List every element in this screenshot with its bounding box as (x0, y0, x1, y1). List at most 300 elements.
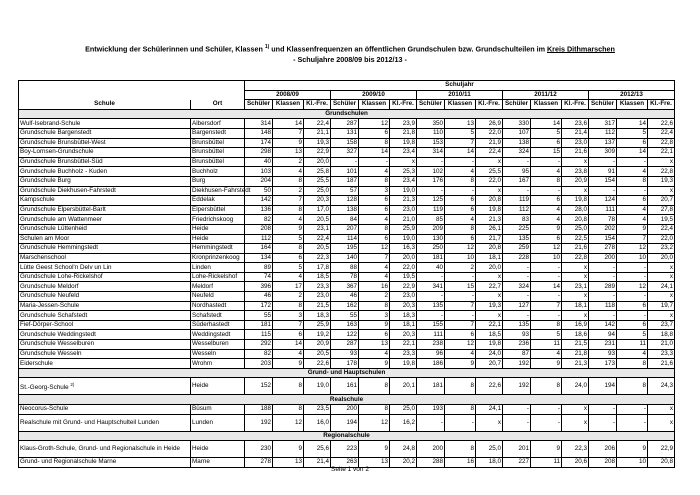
value-cell: 18,3 (304, 311, 331, 321)
value-cell: x (562, 292, 589, 302)
value-cell: 8 (359, 405, 390, 415)
value-cell: 26,1 (476, 224, 503, 234)
value-cell: 16 (359, 282, 390, 292)
school-location: Lunden (191, 414, 245, 431)
value-cell: 8 (531, 320, 562, 330)
table-row (19, 157, 675, 167)
value-cell: - (417, 186, 445, 196)
value-cell: 172 (245, 301, 273, 311)
school-name: Grundschule Weddingstedt (20, 330, 96, 338)
value-cell: 327 (331, 148, 359, 158)
value-cell: 178 (331, 359, 359, 369)
value-cell: 207 (331, 224, 359, 234)
value-cell: 20,5 (304, 215, 331, 225)
value-cell: - (617, 414, 648, 431)
header-row-schuljahr (19, 81, 675, 91)
value-cell: 22,0 (390, 263, 417, 273)
value-cell: 278 (589, 244, 617, 254)
value-cell: 7 (617, 234, 648, 244)
value-cell: 87 (503, 349, 531, 359)
value-cell: 20,2 (390, 458, 417, 468)
value-cell: 12 (359, 119, 390, 129)
header-row-columns (19, 100, 675, 110)
value-cell: - (617, 272, 648, 282)
value-cell: 118 (589, 301, 617, 311)
value-cell: 330 (503, 119, 531, 129)
value-cell: 21,7 (476, 234, 503, 244)
value-cell: 4 (445, 167, 476, 177)
value-cell: x (476, 292, 503, 302)
value-cell: 236 (503, 340, 531, 350)
school-location: Friedrichskoog (191, 215, 245, 225)
value-cell: 91 (589, 167, 617, 177)
table-row (19, 359, 675, 369)
value-cell: 124 (589, 196, 617, 206)
value-cell: 4 (531, 215, 562, 225)
value-cell: 7 (273, 320, 304, 330)
value-cell: 57 (331, 186, 359, 196)
header-sub: Schüler (503, 100, 531, 110)
table-row (19, 119, 675, 129)
value-cell: x (648, 405, 675, 415)
value-cell: 24,3 (648, 378, 675, 395)
value-cell: 24,0 (562, 378, 589, 395)
value-cell: x (476, 272, 503, 282)
value-cell: 22,7 (476, 282, 503, 292)
value-cell: 20,7 (648, 196, 675, 206)
value-cell: 289 (589, 282, 617, 292)
value-cell: 8 (359, 138, 390, 148)
value-cell: - (589, 263, 617, 273)
value-cell: 13 (359, 458, 390, 468)
value-cell: 21,3 (390, 196, 417, 206)
value-cell: 4 (617, 349, 648, 359)
school-name: Neocorus-Schule (20, 405, 69, 413)
value-cell: 21,3 (476, 215, 503, 225)
value-cell: 94 (589, 330, 617, 340)
value-cell: 22,0 (476, 176, 503, 186)
school-location: Wesseln (191, 349, 245, 359)
table-row (19, 176, 675, 186)
school-name: Marschenschool (20, 253, 66, 261)
value-cell: 125 (417, 196, 445, 206)
value-cell: - (589, 405, 617, 415)
value-cell: 13 (273, 458, 304, 468)
value-cell: 24,8 (390, 441, 417, 458)
value-cell: 8 (617, 359, 648, 369)
value-cell: - (589, 292, 617, 302)
section-row (19, 395, 675, 405)
value-cell: 21,4 (304, 458, 331, 468)
value-cell: 102 (417, 167, 445, 177)
value-cell: 16,2 (390, 414, 417, 431)
value-cell: 4 (359, 263, 390, 273)
value-cell: 17,0 (304, 205, 331, 215)
value-cell: 26,9 (476, 119, 503, 129)
value-cell: 4 (359, 272, 390, 282)
school-name: Grundschule Brunsbüttel-Süd (20, 158, 103, 166)
value-cell: 135 (503, 320, 531, 330)
table-row (19, 138, 675, 148)
value-cell: 23,2 (648, 244, 675, 254)
school-location: Brunsbüttel (191, 148, 245, 158)
value-cell: 22,4 (476, 148, 503, 158)
value-cell: 111 (589, 205, 617, 215)
value-cell: 23,3 (648, 349, 675, 359)
value-cell: - (445, 414, 476, 431)
value-cell: 18,0 (476, 458, 503, 468)
value-cell: 21,6 (648, 359, 675, 369)
value-cell: 15 (531, 148, 562, 158)
value-cell: 22,9 (390, 282, 417, 292)
value-cell: 6 (445, 205, 476, 215)
value-cell: x (562, 157, 589, 167)
value-cell: 22,6 (648, 119, 675, 129)
value-cell: 2 (273, 292, 304, 302)
value-cell: - (445, 157, 476, 167)
header-year: 2008/09 (245, 90, 331, 100)
value-cell: 154 (589, 176, 617, 186)
value-cell: 88 (331, 263, 359, 273)
value-cell: 22,8 (648, 167, 675, 177)
value-cell: 5 (273, 263, 304, 273)
value-cell: 195 (331, 244, 359, 254)
value-cell: 324 (503, 148, 531, 158)
value-cell: 119 (417, 205, 445, 215)
value-cell: 22,6 (304, 359, 331, 369)
value-cell: 230 (245, 441, 273, 458)
school-name: Grundschule Diekhusen-Fahrstedt (20, 186, 116, 194)
value-cell: 20,3 (390, 301, 417, 311)
value-cell: 4 (273, 167, 304, 177)
value-cell: - (503, 186, 531, 196)
header-sub: Kl.-Fre. (390, 100, 417, 110)
value-cell: 96 (417, 349, 445, 359)
value-cell: 4 (531, 349, 562, 359)
value-cell: 131 (331, 128, 359, 138)
value-cell: 287 (331, 340, 359, 350)
value-cell: 278 (245, 458, 273, 468)
value-cell: 18,1 (390, 320, 417, 330)
value-cell: 19,0 (390, 186, 417, 196)
value-cell: 19,5 (648, 215, 675, 225)
value-cell: 13 (445, 119, 476, 129)
school-name: Fief-Dörper-School (20, 321, 74, 329)
value-cell: 8 (359, 378, 390, 395)
value-cell: 6 (359, 205, 390, 215)
school-name-cell (19, 138, 191, 148)
value-cell: 23,0 (390, 205, 417, 215)
school-name: Grundschule Wesseln (20, 349, 82, 357)
school-name-cell (19, 405, 191, 415)
school-name-cell (19, 186, 191, 196)
value-cell: 14 (531, 119, 562, 129)
value-cell: 6 (617, 320, 648, 330)
header-sub: Kl.-Fre. (562, 100, 589, 110)
value-cell: 103 (245, 167, 273, 177)
value-cell: 6 (359, 234, 390, 244)
value-cell: 10 (531, 253, 562, 263)
school-location: Elpersbüttel (191, 205, 245, 215)
school-statistics-table (18, 80, 675, 468)
value-cell: x (648, 263, 675, 273)
value-cell: 46 (245, 292, 273, 302)
table-row (19, 148, 675, 158)
value-cell: 4 (359, 349, 390, 359)
value-cell: 4 (445, 215, 476, 225)
value-cell: 153 (417, 138, 445, 148)
school-location: Burg (191, 176, 245, 186)
value-cell: 6 (445, 330, 476, 340)
value-cell: 5 (531, 330, 562, 340)
value-cell: - (503, 311, 531, 321)
value-cell: - (531, 272, 562, 282)
value-cell: 22,8 (562, 253, 589, 263)
value-cell: 309 (589, 148, 617, 158)
school-name: Grundschule am Wattenmeer (20, 215, 103, 223)
value-cell: 21,4 (562, 128, 589, 138)
value-cell: 2 (445, 263, 476, 273)
school-location: Buchholz (191, 167, 245, 177)
school-name: Eiderschule (20, 359, 53, 367)
value-cell: 78 (589, 215, 617, 225)
value-cell: 135 (417, 301, 445, 311)
school-name: Grund- und Regionalschule Marne (20, 458, 117, 466)
value-cell: 20,0 (648, 253, 675, 263)
header-sub: Schüler (417, 100, 445, 110)
value-cell: - (617, 292, 648, 302)
school-location: Brunsbüttel (191, 157, 245, 167)
school-name: Grundschule Brunsbüttel-West (20, 138, 106, 146)
value-cell: 82 (245, 349, 273, 359)
value-cell: 22,6 (476, 378, 503, 395)
value-cell: 24,1 (648, 282, 675, 292)
school-name: Grundschule Bargenstedt (20, 129, 92, 137)
value-cell: x (476, 311, 503, 321)
value-cell: x (476, 157, 503, 167)
value-cell: - (617, 186, 648, 196)
value-cell: 83 (503, 215, 531, 225)
value-cell: - (531, 405, 562, 415)
header-year: 2011/12 (503, 90, 589, 100)
value-cell: 20,3 (390, 330, 417, 340)
value-cell: 24,0 (476, 349, 503, 359)
value-cell: 12 (531, 244, 562, 254)
value-cell: - (503, 414, 531, 431)
school-name-cell (19, 157, 191, 167)
table-row (19, 196, 675, 206)
value-cell: 288 (417, 458, 445, 468)
header-blank (19, 90, 245, 100)
value-cell: 4 (359, 215, 390, 225)
value-cell: 19,8 (390, 359, 417, 369)
value-cell: 134 (245, 253, 273, 263)
table-row (19, 330, 675, 340)
value-cell: 192 (245, 414, 273, 431)
value-cell: 9 (273, 224, 304, 234)
value-cell: 11 (531, 458, 562, 468)
value-cell: 194 (331, 414, 359, 431)
value-cell: x (648, 311, 675, 321)
value-cell: 19,7 (648, 301, 675, 311)
value-cell: x (476, 186, 503, 196)
value-cell: 25,3 (390, 167, 417, 177)
school-location: Hemmingstedt (191, 244, 245, 254)
value-cell: 20,8 (476, 196, 503, 206)
value-cell: 202 (589, 224, 617, 234)
value-cell: 4 (445, 349, 476, 359)
value-cell: 10 (617, 253, 648, 263)
value-cell: 5 (445, 128, 476, 138)
value-cell: 314 (245, 119, 273, 129)
value-cell: 12 (359, 414, 390, 431)
value-cell: 200 (417, 441, 445, 458)
value-cell: 20,8 (562, 215, 589, 225)
value-cell: 78 (331, 272, 359, 282)
value-cell: - (531, 263, 562, 273)
value-cell: 4 (273, 349, 304, 359)
value-cell: 18,5 (304, 272, 331, 282)
value-cell: 16,3 (390, 244, 417, 254)
value-cell: 176 (417, 176, 445, 186)
section-title: Realschule (19, 395, 675, 405)
value-cell: 8 (445, 176, 476, 186)
title-line-2: - Schuljahre 2008/09 bis 2012/13 - (293, 55, 407, 65)
value-cell: 115 (245, 330, 273, 340)
value-cell: 12 (273, 414, 304, 431)
value-cell: 20,9 (304, 340, 331, 350)
value-cell: 21,9 (476, 138, 503, 148)
value-cell: 223 (331, 441, 359, 458)
value-cell: 9 (273, 441, 304, 458)
value-cell: 85 (417, 215, 445, 225)
value-cell: - (503, 157, 531, 167)
value-cell: 25,8 (304, 167, 331, 177)
value-cell: 19,0 (390, 234, 417, 244)
table-row (19, 378, 675, 395)
value-cell: - (417, 311, 445, 321)
value-cell: 13 (273, 148, 304, 158)
value-cell: 46 (331, 292, 359, 302)
value-cell: 203 (245, 359, 273, 369)
value-cell: 8 (273, 378, 304, 395)
value-cell: 250 (417, 244, 445, 254)
value-cell: 21,1 (304, 128, 331, 138)
school-name: Grundschule Schafstedt (20, 311, 88, 319)
school-name-cell (19, 340, 191, 350)
value-cell: 9 (359, 359, 390, 369)
header-sub: Schüler (331, 100, 359, 110)
section-row (19, 431, 675, 441)
value-cell: 23,3 (390, 349, 417, 359)
value-cell: 16 (445, 458, 476, 468)
value-cell: 23,8 (562, 167, 589, 177)
value-cell: 5 (617, 330, 648, 340)
value-cell: x (476, 414, 503, 431)
value-cell: 128 (331, 196, 359, 206)
header-sub: Klassen (445, 100, 476, 110)
value-cell: 7 (531, 301, 562, 311)
value-cell: 292 (245, 340, 273, 350)
value-cell: 20,7 (476, 359, 503, 369)
value-cell: 8 (359, 176, 390, 186)
value-cell: 263 (331, 458, 359, 468)
value-cell: x (562, 272, 589, 282)
school-location: Heide (191, 234, 245, 244)
value-cell: 20,0 (304, 157, 331, 167)
header-sub: Kl.-Fre. (476, 100, 503, 110)
value-cell: 187 (331, 176, 359, 186)
value-cell: - (531, 311, 562, 321)
value-cell: - (589, 311, 617, 321)
value-cell: 22,3 (562, 441, 589, 458)
school-location: Bargenstedt (191, 128, 245, 138)
value-cell: 5 (531, 128, 562, 138)
value-cell: - (417, 292, 445, 302)
value-cell: 8 (273, 205, 304, 215)
value-cell: 20,5 (304, 349, 331, 359)
school-name-cell (19, 196, 191, 206)
value-cell: 21,6 (562, 148, 589, 158)
value-cell: 7 (273, 196, 304, 206)
value-cell: 8 (273, 244, 304, 254)
value-cell: - (503, 405, 531, 415)
value-cell: 11 (617, 340, 648, 350)
value-cell: 367 (331, 282, 359, 292)
value-cell: 55 (331, 311, 359, 321)
value-cell: 135 (503, 234, 531, 244)
value-cell: 6 (359, 128, 390, 138)
value-cell: - (531, 414, 562, 431)
value-cell: 137 (589, 138, 617, 148)
value-cell: 167 (503, 176, 531, 186)
value-cell: 6 (617, 196, 648, 206)
value-cell: 22,0 (648, 234, 675, 244)
school-location: Marne (191, 458, 245, 468)
value-cell: 23,7 (648, 320, 675, 330)
section-title: Grund- und Hauptschulen (19, 368, 675, 378)
school-location: Schafstedt (191, 311, 245, 321)
value-cell: 15 (445, 282, 476, 292)
value-cell: 9 (359, 441, 390, 458)
value-cell: - (531, 292, 562, 302)
table-row (19, 441, 675, 458)
value-cell: 23,4 (390, 148, 417, 158)
value-cell: 13 (359, 340, 390, 350)
district-link[interactable]: Kreis Dithmarschen (546, 44, 615, 54)
value-cell: 314 (417, 148, 445, 158)
value-cell: - (417, 157, 445, 167)
value-cell: 20,8 (648, 458, 675, 468)
value-cell: 7 (359, 253, 390, 263)
value-cell: - (589, 157, 617, 167)
value-cell: 19,8 (390, 138, 417, 148)
value-cell: 19,8 (562, 196, 589, 206)
section-title: Grundschulen (19, 109, 675, 119)
footnote-marker: 2) (70, 381, 75, 387)
value-cell: 22,4 (304, 234, 331, 244)
value-cell: 23,5 (304, 405, 331, 415)
value-cell: 40 (417, 263, 445, 273)
value-cell: 136 (245, 205, 273, 215)
value-cell: 22,1 (390, 340, 417, 350)
school-name: Grundschule Lüttenheid (20, 225, 87, 233)
header-row-years (19, 90, 675, 100)
value-cell: 22,5 (562, 234, 589, 244)
value-cell: 9 (617, 224, 648, 234)
value-cell: 22,9 (648, 441, 675, 458)
table-row (19, 234, 675, 244)
